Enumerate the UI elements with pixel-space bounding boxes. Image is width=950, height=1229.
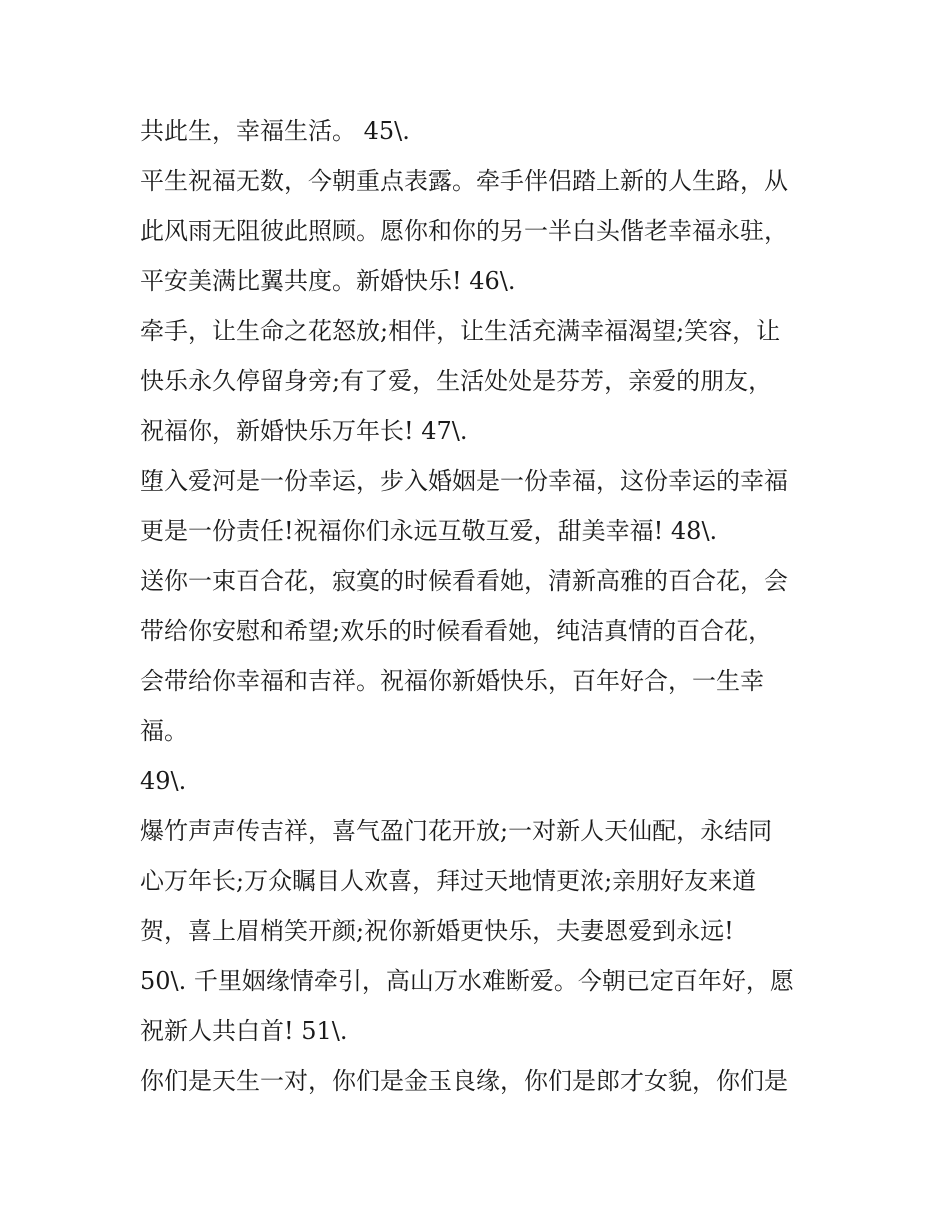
text-line: 共此生，幸福生活。 45\. xyxy=(140,117,410,145)
text-line: 堕入爱河是一份幸运，步入婚姻是一份幸福，这份幸运的幸福 xyxy=(140,467,788,495)
text-line: 快乐永久停留身旁;有了爱，生活处处是芬芳，亲爱的朋友， xyxy=(140,367,773,395)
text-line: 平生祝福无数，今朝重点表露。牵手伴侣踏上新的人生路，从 xyxy=(140,167,788,195)
text-line: 送你一束百合花，寂寞的时候看看她，清新高雅的百合花，会 xyxy=(140,567,788,595)
text-line: 平安美满比翼共度。新婚快乐! 46\. xyxy=(140,267,516,295)
text-line: 祝福你，新婚快乐万年长! 47\. xyxy=(140,417,468,445)
text-line: 带给你安慰和希望;欢乐的时候看看她，纯洁真情的百合花， xyxy=(140,617,773,645)
text-line: 福。 xyxy=(140,717,188,745)
text-line: 牵手，让生命之花怒放;相伴，让生活充满幸福渴望;笑容，让 xyxy=(140,317,781,345)
text-line: 祝新人共白首! 51\. xyxy=(140,1017,348,1045)
document-body xyxy=(140,106,830,1106)
text-line: 50\. 千里姻缘情牵引，高山万水难断爱。今朝已定百年好，愿 xyxy=(140,967,794,995)
text-line: 贺，喜上眉梢笑开颜;祝你新婚更快乐，夫妻恩爱到永远! xyxy=(140,917,734,945)
text-line: 心万年长;万众瞩目人欢喜，拜过天地情更浓;亲朋好友来道 xyxy=(140,867,757,895)
text-line: 爆竹声声传吉祥，喜气盈门花开放;一对新人天仙配，永结同 xyxy=(140,817,773,845)
text-line: 会带给你幸福和吉祥。祝福你新婚快乐，百年好合，一生幸 xyxy=(140,667,764,695)
text-line: 49\. xyxy=(140,767,187,795)
text-line: 此风雨无阻彼此照顾。愿你和你的另一半白头偕老幸福永驻， xyxy=(140,217,788,245)
text-line: 你们是天生一对，你们是金玉良缘，你们是郎才女貌，你们是 xyxy=(140,1067,788,1095)
text-line: 更是一份责任!祝福你们永远互敬互爱，甜美幸福! 48\. xyxy=(140,517,718,545)
